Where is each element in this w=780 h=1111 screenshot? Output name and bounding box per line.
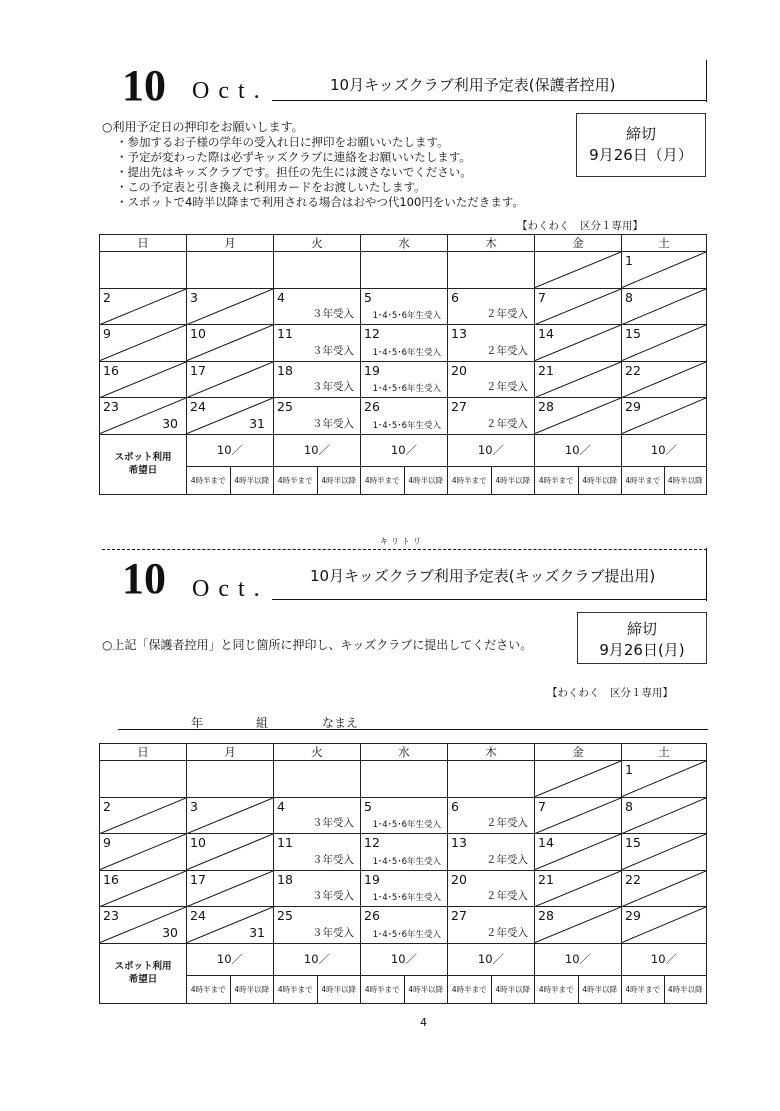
- grade-entry: ２年受入: [486, 817, 528, 829]
- calendar-day-cell[interactable]: [535, 797, 622, 834]
- date-number: 12: [364, 326, 380, 341]
- deadline-label: 締切: [625, 125, 656, 143]
- instruction-bullet: ・予定が変わった際は必ずキッズクラブに連絡をお願いいたします。: [116, 150, 471, 164]
- calendar-day-cell[interactable]: [622, 398, 707, 435]
- date-number: 31: [249, 415, 265, 431]
- date-number: 18: [277, 362, 293, 378]
- diagonal-line: [100, 798, 186, 834]
- grade-entry: 1･4･5･6年生受入: [372, 384, 441, 394]
- title-underline: [272, 599, 707, 600]
- weekday-header: 日: [100, 235, 187, 252]
- diagonal-line: [622, 289, 706, 325]
- calendar-day-cell[interactable]: [622, 870, 707, 907]
- spot-after-430[interactable]: 4時半以降: [582, 984, 618, 994]
- instruction-main: ○利用予定日の押印をお願いします。: [102, 120, 304, 134]
- cut-line[interactable]: [102, 549, 707, 550]
- calendar-day-cell[interactable]: [274, 361, 361, 398]
- date-number: 8: [625, 289, 633, 305]
- grade-entry: 1･4･5･6年生受入: [372, 893, 441, 903]
- grade-entry: ２年受入: [486, 344, 528, 357]
- date-number: 26: [364, 399, 380, 414]
- date-number: 27: [451, 908, 467, 923]
- calendar-day-cell[interactable]: [361, 361, 448, 398]
- calendar-day-cell[interactable]: [361, 870, 448, 907]
- grade-entry: ２年受入: [486, 926, 528, 939]
- calendar-day-cell[interactable]: [100, 361, 187, 398]
- calendar-day-cell[interactable]: [622, 834, 707, 871]
- spot-after-430[interactable]: 4時半以降: [408, 475, 444, 485]
- diagonal-line: [187, 798, 273, 834]
- date-number: 30: [162, 924, 178, 940]
- calendar-day-cell[interactable]: [535, 361, 622, 398]
- page-number: 4: [420, 1016, 427, 1029]
- weekday-header: 月: [187, 235, 274, 252]
- diagonal-line: [535, 252, 621, 288]
- spot-date-cell[interactable]: [622, 943, 707, 1003]
- calendar-day-cell[interactable]: [622, 761, 707, 798]
- grade-entry: ３年受入: [312, 926, 354, 939]
- weekday-header: 火: [274, 235, 361, 252]
- calendar-day-cell[interactable]: [274, 325, 361, 362]
- date-number: 5: [364, 289, 372, 305]
- calendar-day-cell[interactable]: [448, 870, 535, 907]
- spot-until-430[interactable]: 4時半まで: [622, 976, 665, 1003]
- grade-entry: 1･4･5･6年生受入: [372, 420, 441, 431]
- date-number: 6: [451, 289, 459, 305]
- calendar-day-cell[interactable]: [187, 288, 274, 325]
- spot-date-cell[interactable]: [187, 434, 274, 494]
- calendar-day-cell[interactable]: [187, 325, 274, 362]
- calendar-day-cell: [187, 761, 274, 798]
- calendar-day-cell: [100, 761, 187, 798]
- calendar-day-cell[interactable]: [448, 325, 535, 362]
- spot-label: スポット利用: [114, 452, 172, 463]
- grade-entry: ３年受入: [312, 417, 354, 430]
- spot-date-cell[interactable]: [622, 434, 707, 494]
- diagonal-line: [100, 834, 186, 870]
- grade-entry: ３年受入: [312, 344, 354, 357]
- spot-until-430[interactable]: 4時半まで: [535, 976, 579, 1003]
- calendar-day-cell[interactable]: [100, 834, 187, 871]
- date-number: 28: [538, 908, 554, 923]
- calendar-day-cell[interactable]: [100, 797, 187, 834]
- diagonal-line: [535, 289, 621, 325]
- spot-label-cell: [100, 434, 187, 494]
- date-number: 21: [538, 871, 554, 887]
- date-number: 20: [451, 871, 467, 887]
- calendar-day-cell: [448, 252, 535, 289]
- grade-entry: 1･4･5･6年生受入: [372, 820, 441, 830]
- diagonal-line: [100, 325, 186, 361]
- grade-entry: 1･4･5･6年生受入: [372, 347, 441, 358]
- deadline-label: 締切: [626, 620, 657, 638]
- weekday-header: 月: [187, 744, 274, 761]
- date-number: 15: [625, 326, 641, 341]
- weekday-header: 日: [100, 744, 187, 761]
- calendar-day-cell[interactable]: [187, 834, 274, 871]
- diagonal-line: [622, 798, 706, 834]
- calendar-day-cell[interactable]: [361, 398, 448, 435]
- calendar-day-cell[interactable]: [448, 398, 535, 435]
- calendar-day-cell: [274, 252, 361, 289]
- spot-after-430[interactable]: 4時半以降: [234, 475, 270, 485]
- calendar-day-cell[interactable]: [535, 870, 622, 907]
- calendar-day-cell[interactable]: [361, 325, 448, 362]
- calendar-day-cell[interactable]: [187, 907, 274, 944]
- grade-entry: ２年受入: [486, 381, 528, 393]
- date-number: 24: [190, 399, 206, 414]
- spot-after-430[interactable]: 4時半以降: [408, 984, 444, 994]
- spot-date-input[interactable]: 10／: [477, 951, 505, 966]
- calendar-day-cell[interactable]: [361, 907, 448, 944]
- deadline-date: 9月26日（月）: [589, 146, 693, 164]
- spot-after-430[interactable]: 4時半以降: [495, 475, 531, 485]
- grade-entry: 1･4･5･6年生受入: [372, 929, 441, 940]
- weekday-header: 金: [535, 235, 622, 252]
- date-number: 25: [277, 399, 293, 414]
- spot-date-cell[interactable]: [535, 943, 622, 1003]
- weekday-header: 木: [448, 235, 535, 252]
- calendar-table: [99, 743, 707, 1004]
- date-number: 9: [103, 326, 111, 341]
- spot-until-430[interactable]: 4時半まで: [361, 976, 405, 1003]
- date-number: 2: [103, 798, 111, 814]
- calendar-day-cell[interactable]: [535, 288, 622, 325]
- calendar-day-cell[interactable]: [361, 288, 448, 325]
- date-number: 3: [190, 798, 198, 814]
- weekday-header: 土: [622, 744, 707, 761]
- date-number: 16: [103, 362, 119, 378]
- calendar-day-cell: [361, 252, 448, 289]
- spot-until-430[interactable]: 4時半まで: [187, 976, 231, 1003]
- date-number: 10: [190, 326, 206, 341]
- grade-entry: 1･4･5･6年生受入: [372, 311, 441, 321]
- class-label: 組: [256, 716, 269, 730]
- spot-date-cell[interactable]: [274, 434, 361, 494]
- date-number: 2: [103, 289, 111, 305]
- date-number: 8: [625, 798, 633, 814]
- spot-date-cell[interactable]: [361, 434, 448, 494]
- calendar-day-cell[interactable]: [448, 797, 535, 834]
- spot-until-430[interactable]: 4時半まで: [361, 467, 405, 494]
- date-number: 15: [625, 835, 641, 850]
- calendar-day-cell[interactable]: [622, 252, 707, 289]
- spot-date-input[interactable]: 10／: [216, 442, 244, 457]
- spot-date-cell[interactable]: [274, 943, 361, 1003]
- spot-date-cell[interactable]: [187, 943, 274, 1003]
- diagonal-line: [622, 252, 706, 288]
- calendar-day-cell[interactable]: [448, 834, 535, 871]
- spot-date-input[interactable]: 10／: [477, 442, 505, 457]
- date-number: 22: [625, 871, 641, 887]
- date-number: 25: [277, 908, 293, 923]
- date-number: 4: [277, 798, 285, 814]
- calendar-day-cell[interactable]: [100, 325, 187, 362]
- weekday-header: 水: [361, 235, 448, 252]
- instruction-main: ○上記「保護者控用」と同じ箇所に押印し、キッズクラブに提出してください。: [102, 638, 533, 652]
- category-note: 【わくわく 区分１専用】: [517, 220, 643, 232]
- calendar-day-cell[interactable]: [361, 797, 448, 834]
- category-note: 【わくわく 区分１専用】: [547, 687, 673, 699]
- calendar-day-cell: [535, 761, 622, 798]
- date-number: 1: [625, 253, 633, 268]
- calendar-day-cell: [361, 761, 448, 798]
- instruction-bullet: ・参加するお子様の学年の受入れ日に押印をお願いいたします。: [116, 135, 449, 149]
- calendar-day-cell[interactable]: [622, 361, 707, 398]
- deadline-box: [576, 113, 706, 177]
- date-number: 10: [190, 835, 206, 850]
- spot-date-input[interactable]: 10／: [650, 442, 678, 457]
- spot-label-cell: [100, 943, 187, 1003]
- spot-date-input[interactable]: 10／: [303, 951, 331, 966]
- title-vertical-rule: [706, 548, 707, 601]
- date-number: 4: [277, 289, 285, 305]
- date-number: 19: [364, 871, 380, 887]
- date-number: 21: [538, 362, 554, 378]
- spot-until-430[interactable]: 4時半まで: [187, 467, 231, 494]
- title-underline: [272, 100, 707, 101]
- calendar-day-cell[interactable]: [100, 288, 187, 325]
- month-abbr: Oct.: [192, 576, 269, 602]
- spot-until-430[interactable]: 4時半まで: [535, 467, 579, 494]
- grade-entry: ３年受入: [312, 817, 354, 829]
- date-number: 20: [451, 362, 467, 378]
- calendar-day-cell: [535, 252, 622, 289]
- spot-until-430[interactable]: 4時半まで: [274, 976, 318, 1003]
- grade-entry: ２年受入: [486, 308, 528, 320]
- weekday-header: 木: [448, 744, 535, 761]
- calendar-day-cell[interactable]: [535, 325, 622, 362]
- name-label: なまえ: [322, 716, 359, 730]
- spot-after-430[interactable]: 4時半以降: [667, 475, 703, 485]
- calendar-day-cell: [274, 761, 361, 798]
- grade-entry: ３年受入: [312, 853, 354, 866]
- instruction-bullet: ・この予定表と引き換えに利用カードをお渡しいたします。: [116, 180, 426, 194]
- month-number: 10: [122, 61, 166, 110]
- spot-sublabel: 希望日: [128, 974, 158, 985]
- spot-date-cell[interactable]: [535, 434, 622, 494]
- instruction-bullet: ・提出先はキッズクラブです。担任の先生には渡さないでください。: [116, 165, 472, 179]
- date-number: 9: [103, 835, 111, 850]
- date-number: 23: [103, 399, 119, 414]
- spot-date-input[interactable]: 10／: [564, 951, 592, 966]
- calendar-day-cell[interactable]: [448, 361, 535, 398]
- spot-after-430[interactable]: 4時半以降: [582, 475, 618, 485]
- diagonal-line: [622, 761, 706, 797]
- diagonal-line: [100, 289, 186, 325]
- grade-entry: 1･4･5･6年生受入: [372, 856, 441, 867]
- page-title: 10月キッズクラブ利用予定表(保護者控用): [330, 76, 616, 94]
- grade-entry: ３年受入: [312, 890, 354, 902]
- spot-after-430[interactable]: 4時半以降: [321, 475, 357, 485]
- date-number: 13: [451, 835, 467, 850]
- spot-label: スポット利用: [114, 961, 172, 972]
- calendar-day-cell[interactable]: [274, 398, 361, 435]
- date-number: 16: [103, 871, 119, 887]
- spot-date-input[interactable]: 10／: [390, 442, 418, 457]
- date-number: 23: [103, 908, 119, 923]
- calendar-day-cell[interactable]: [535, 834, 622, 871]
- spot-date-input[interactable]: 10／: [390, 951, 418, 966]
- spot-until-430[interactable]: 4時半まで: [448, 467, 492, 494]
- calendar-day-cell[interactable]: [100, 907, 187, 944]
- date-number: 3: [190, 289, 198, 305]
- date-number: 29: [625, 399, 641, 414]
- date-number: 11: [277, 835, 293, 850]
- date-number: 22: [625, 362, 641, 378]
- diagonal-line: [187, 289, 273, 325]
- date-number: 13: [451, 326, 467, 341]
- calendar-day-cell[interactable]: [274, 834, 361, 871]
- date-number: 24: [190, 908, 206, 923]
- spot-date-input[interactable]: 10／: [303, 442, 331, 457]
- date-number: 27: [451, 399, 467, 414]
- spot-date-cell[interactable]: [361, 943, 448, 1003]
- grade-entry: ２年受入: [486, 890, 528, 902]
- calendar-day-cell[interactable]: [448, 288, 535, 325]
- grade-entry: ３年受入: [312, 381, 354, 393]
- date-number: 7: [538, 289, 546, 305]
- calendar-day-cell[interactable]: [622, 325, 707, 362]
- calendar-day-cell[interactable]: [535, 398, 622, 435]
- page-title: 10月キッズクラブ利用予定表(キッズクラブ提出用): [310, 567, 656, 585]
- calendar-day-cell[interactable]: [100, 870, 187, 907]
- spot-after-430[interactable]: 4時半以降: [667, 984, 703, 994]
- date-number: 18: [277, 871, 293, 887]
- calendar-day-cell[interactable]: [187, 361, 274, 398]
- name-field-line[interactable]: [118, 729, 708, 730]
- calendar-day-cell[interactable]: [361, 834, 448, 871]
- calendar-day-cell[interactable]: [187, 797, 274, 834]
- spot-after-430[interactable]: 4時半以降: [234, 984, 270, 994]
- spot-sublabel: 希望日: [128, 465, 158, 476]
- spot-date-cell[interactable]: [448, 434, 535, 494]
- date-number: 5: [364, 798, 372, 814]
- spot-date-input[interactable]: 10／: [216, 951, 244, 966]
- calendar-day-cell[interactable]: [622, 797, 707, 834]
- date-number: 17: [190, 362, 206, 378]
- weekday-header: 金: [535, 744, 622, 761]
- date-number: 26: [364, 908, 380, 923]
- title-vertical-rule: [706, 60, 707, 102]
- instructions: [102, 120, 572, 210]
- date-number: 12: [364, 835, 380, 850]
- calendar-day-cell[interactable]: [622, 288, 707, 325]
- date-number: 6: [451, 798, 459, 814]
- instruction-bullet: ・スポットで4時半以降まで利用される場合はおやつ代100円をいただきます。: [116, 195, 524, 209]
- weekday-header: 火: [274, 744, 361, 761]
- date-number: 14: [538, 835, 554, 850]
- spot-until-430[interactable]: 4時半まで: [622, 467, 665, 494]
- calendar-table: [99, 234, 707, 495]
- spot-until-430[interactable]: 4時半まで: [274, 467, 318, 494]
- date-number: 28: [538, 399, 554, 414]
- calendar-day-cell[interactable]: [274, 797, 361, 834]
- spot-after-430[interactable]: 4時半以降: [321, 984, 357, 994]
- date-number: 7: [538, 798, 546, 814]
- calendar-day-cell[interactable]: [535, 907, 622, 944]
- weekday-header: 水: [361, 744, 448, 761]
- calendar-day-cell[interactable]: [622, 907, 707, 944]
- calendar-day-cell[interactable]: [187, 398, 274, 435]
- date-number: 19: [364, 362, 380, 378]
- date-number: 29: [625, 908, 641, 923]
- spot-date-cell[interactable]: [448, 943, 535, 1003]
- weekday-header: 土: [622, 235, 707, 252]
- spot-date-input[interactable]: 10／: [650, 951, 678, 966]
- calendar-day-cell[interactable]: [274, 907, 361, 944]
- calendar-day-cell: [187, 252, 274, 289]
- calendar-day-cell[interactable]: [100, 398, 187, 435]
- grade-label: 年: [191, 716, 204, 730]
- deadline-box: [577, 612, 707, 664]
- grade-entry: ２年受入: [486, 853, 528, 866]
- cut-line-label: キリトリ: [380, 537, 424, 546]
- diagonal-line: [535, 798, 621, 834]
- date-number: 31: [249, 924, 265, 940]
- deadline-date: 9月26日(月): [599, 641, 685, 659]
- grade-entry: ３年受入: [312, 308, 354, 320]
- calendar-day-cell[interactable]: [448, 907, 535, 944]
- spot-after-430[interactable]: 4時半以降: [495, 984, 531, 994]
- date-number: 1: [625, 762, 633, 777]
- date-number: 11: [277, 326, 293, 341]
- diagonal-line: [535, 761, 621, 797]
- calendar-day-cell: [448, 761, 535, 798]
- date-number: 17: [190, 871, 206, 887]
- grade-entry: ２年受入: [486, 417, 528, 430]
- calendar-day-cell[interactable]: [274, 870, 361, 907]
- month-abbr: Oct.: [192, 78, 269, 104]
- date-number: 30: [162, 415, 178, 431]
- calendar-day-cell[interactable]: [187, 870, 274, 907]
- calendar-day-cell: [100, 252, 187, 289]
- date-number: 14: [538, 326, 554, 341]
- spot-date-input[interactable]: 10／: [564, 442, 592, 457]
- calendar-day-cell[interactable]: [274, 288, 361, 325]
- spot-until-430[interactable]: 4時半まで: [448, 976, 492, 1003]
- month-number: 10: [122, 554, 166, 603]
